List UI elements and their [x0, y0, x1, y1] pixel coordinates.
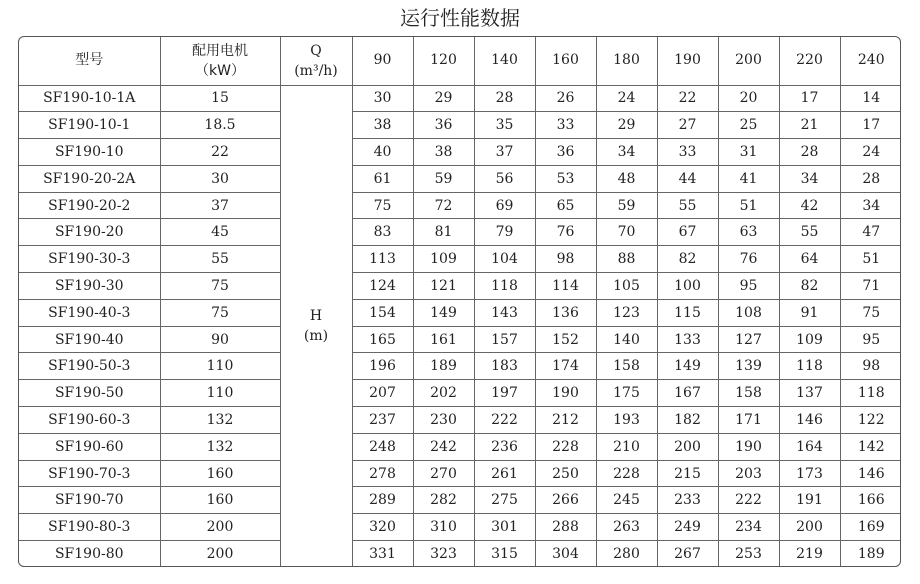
head-value-cell: 315 — [474, 541, 535, 567]
head-value-cell: 203 — [718, 460, 779, 487]
head-value-cell: 233 — [657, 487, 718, 514]
power-cell: 90 — [160, 326, 280, 353]
table-row — [19, 487, 901, 514]
power-cell: 30 — [160, 165, 280, 192]
head-value-cell: 161 — [413, 326, 474, 353]
head-value-cell: 36 — [413, 112, 474, 139]
head-value-cell: 65 — [535, 192, 596, 219]
head-value-cell: 95 — [718, 273, 779, 300]
head-value-cell: 282 — [413, 487, 474, 514]
head-value-cell: 14 — [840, 85, 901, 112]
flow-header-8: 240 — [840, 37, 901, 85]
head-value-cell: 38 — [413, 139, 474, 166]
head-value-cell: 267 — [657, 541, 718, 567]
head-value-cell: 261 — [474, 460, 535, 487]
table-body — [19, 85, 901, 567]
flow-header-3: 160 — [535, 37, 596, 85]
power-cell: 132 — [160, 407, 280, 434]
head-value-cell: 36 — [535, 139, 596, 166]
head-value-cell: 152 — [535, 326, 596, 353]
head-value-cell: 114 — [535, 273, 596, 300]
power-cell: 200 — [160, 541, 280, 567]
motor-header-line1: 配用电机 — [192, 42, 248, 59]
model-cell: SF190-30-3 — [19, 246, 160, 273]
head-value-cell: 40 — [352, 139, 413, 166]
head-value-cell: 331 — [352, 541, 413, 567]
head-value-cell: 29 — [596, 112, 657, 139]
head-value-cell: 193 — [596, 407, 657, 434]
head-value-cell: 149 — [413, 299, 474, 326]
head-value-cell: 35 — [474, 112, 535, 139]
head-value-cell: 42 — [779, 192, 840, 219]
power-cell: 160 — [160, 460, 280, 487]
head-value-cell: 310 — [413, 514, 474, 541]
power-cell: 110 — [160, 353, 280, 380]
head-value-cell: 219 — [779, 541, 840, 567]
head-label-line2: (m) — [303, 328, 329, 345]
head-value-cell: 71 — [840, 273, 901, 300]
head-value-cell: 118 — [840, 380, 901, 407]
head-value-cell: 34 — [596, 139, 657, 166]
table-row — [19, 246, 901, 273]
head-value-cell: 142 — [840, 433, 901, 460]
head-value-cell: 81 — [413, 219, 474, 246]
head-value-cell: 190 — [535, 380, 596, 407]
head-value-cell: 320 — [352, 514, 413, 541]
head-value-cell: 108 — [718, 299, 779, 326]
motor-header-line2: （kW） — [195, 62, 245, 79]
head-value-cell: 215 — [657, 460, 718, 487]
head-value-cell: 24 — [840, 139, 901, 166]
table-row — [19, 514, 901, 541]
head-value-cell: 158 — [718, 380, 779, 407]
page-title: 运行性能数据 — [400, 6, 520, 30]
head-label-line1: H — [309, 308, 323, 325]
head-value-cell: 207 — [352, 380, 413, 407]
head-value-cell: 237 — [352, 407, 413, 434]
head-value-cell: 190 — [718, 433, 779, 460]
model-cell: SF190-10-1A — [19, 85, 160, 112]
table-row — [19, 380, 901, 407]
head-value-cell: 183 — [474, 353, 535, 380]
head-label-cell — [280, 85, 352, 567]
performance-table — [19, 37, 901, 567]
head-value-cell: 38 — [352, 112, 413, 139]
head-value-cell: 200 — [779, 514, 840, 541]
head-value-cell: 28 — [840, 165, 901, 192]
head-value-cell: 76 — [718, 246, 779, 273]
head-value-cell: 304 — [535, 541, 596, 567]
model-cell: SF190-50 — [19, 380, 160, 407]
head-value-cell: 98 — [840, 353, 901, 380]
head-value-cell: 88 — [596, 246, 657, 273]
head-value-cell: 105 — [596, 273, 657, 300]
power-cell: 75 — [160, 299, 280, 326]
model-cell: SF190-20-2 — [19, 192, 160, 219]
model-cell: SF190-70-3 — [19, 460, 160, 487]
head-value-cell: 118 — [779, 353, 840, 380]
head-value-cell: 82 — [779, 273, 840, 300]
head-value-cell: 263 — [596, 514, 657, 541]
head-value-cell: 113 — [352, 246, 413, 273]
head-value-cell: 55 — [779, 219, 840, 246]
head-value-cell: 146 — [840, 460, 901, 487]
head-value-cell: 51 — [840, 246, 901, 273]
model-cell: SF190-80 — [19, 541, 160, 567]
head-value-cell: 34 — [840, 192, 901, 219]
head-value-cell: 158 — [596, 353, 657, 380]
head-value-cell: 76 — [535, 219, 596, 246]
head-value-cell: 196 — [352, 353, 413, 380]
head-value-cell: 109 — [413, 246, 474, 273]
head-value-cell: 173 — [779, 460, 840, 487]
head-value-cell: 165 — [352, 326, 413, 353]
head-value-cell: 21 — [779, 112, 840, 139]
head-value-cell: 230 — [413, 407, 474, 434]
flow-header-1: 120 — [413, 37, 474, 85]
table-row — [19, 353, 901, 380]
head-value-cell: 41 — [718, 165, 779, 192]
head-value-cell: 222 — [474, 407, 535, 434]
head-value-cell: 253 — [718, 541, 779, 567]
head-value-cell: 44 — [657, 165, 718, 192]
head-value-cell: 166 — [840, 487, 901, 514]
table-row — [19, 165, 901, 192]
head-value-cell: 59 — [596, 192, 657, 219]
head-value-cell: 169 — [840, 514, 901, 541]
power-cell: 160 — [160, 487, 280, 514]
head-value-cell: 31 — [718, 139, 779, 166]
power-cell: 37 — [160, 192, 280, 219]
head-value-cell: 228 — [535, 433, 596, 460]
head-value-cell: 70 — [596, 219, 657, 246]
model-cell: SF190-30 — [19, 273, 160, 300]
power-cell: 18.5 — [160, 112, 280, 139]
flow-header-2: 140 — [474, 37, 535, 85]
model-cell: SF190-50-3 — [19, 353, 160, 380]
table-row — [19, 139, 901, 166]
head-value-cell: 24 — [596, 85, 657, 112]
performance-table-frame — [18, 36, 901, 567]
head-value-cell: 270 — [413, 460, 474, 487]
head-value-cell: 249 — [657, 514, 718, 541]
head-value-cell: 47 — [840, 219, 901, 246]
head-value-cell: 242 — [413, 433, 474, 460]
head-value-cell: 280 — [596, 541, 657, 567]
table-row — [19, 85, 901, 112]
table-row — [19, 326, 901, 353]
head-value-cell: 234 — [718, 514, 779, 541]
head-value-cell: 63 — [718, 219, 779, 246]
head-value-cell: 95 — [840, 326, 901, 353]
head-value-cell: 109 — [779, 326, 840, 353]
head-value-cell: 250 — [535, 460, 596, 487]
table-row — [19, 299, 901, 326]
model-cell: SF190-20-2A — [19, 165, 160, 192]
head-value-cell: 139 — [718, 353, 779, 380]
head-value-cell: 29 — [413, 85, 474, 112]
head-value-cell: 100 — [657, 273, 718, 300]
model-cell: SF190-10-1 — [19, 112, 160, 139]
head-value-cell: 72 — [413, 192, 474, 219]
model-column-header: 型号 — [19, 37, 160, 85]
model-cell: SF190-60 — [19, 433, 160, 460]
head-value-cell: 175 — [596, 380, 657, 407]
head-value-cell: 200 — [657, 433, 718, 460]
flow-header-5: 190 — [657, 37, 718, 85]
head-value-cell: 121 — [413, 273, 474, 300]
head-value-cell: 164 — [779, 433, 840, 460]
power-cell: 15 — [160, 85, 280, 112]
head-value-cell: 115 — [657, 299, 718, 326]
head-value-cell: 222 — [718, 487, 779, 514]
head-value-cell: 127 — [718, 326, 779, 353]
power-cell: 45 — [160, 219, 280, 246]
head-value-cell: 236 — [474, 433, 535, 460]
model-cell: SF190-60-3 — [19, 407, 160, 434]
model-cell: SF190-40-3 — [19, 299, 160, 326]
table-row — [19, 219, 901, 246]
head-value-cell: 17 — [779, 85, 840, 112]
head-value-cell: 118 — [474, 273, 535, 300]
head-value-cell: 197 — [474, 380, 535, 407]
table-row — [19, 192, 901, 219]
head-value-cell: 64 — [779, 246, 840, 273]
head-value-cell: 278 — [352, 460, 413, 487]
head-value-cell: 83 — [352, 219, 413, 246]
head-value-cell: 82 — [657, 246, 718, 273]
table-row — [19, 407, 901, 434]
head-value-cell: 289 — [352, 487, 413, 514]
head-value-cell: 33 — [535, 112, 596, 139]
head-value-cell: 122 — [840, 407, 901, 434]
head-value-cell: 288 — [535, 514, 596, 541]
model-cell: SF190-80-3 — [19, 514, 160, 541]
head-value-cell: 17 — [840, 112, 901, 139]
head-value-cell: 51 — [718, 192, 779, 219]
head-value-cell: 140 — [596, 326, 657, 353]
table-row — [19, 273, 901, 300]
flow-column-header — [280, 37, 352, 85]
model-cell: SF190-40 — [19, 326, 160, 353]
model-cell: SF190-70 — [19, 487, 160, 514]
head-value-cell: 191 — [779, 487, 840, 514]
head-value-cell: 202 — [413, 380, 474, 407]
flow-header-6: 200 — [718, 37, 779, 85]
head-value-cell: 98 — [535, 246, 596, 273]
table-row — [19, 433, 901, 460]
head-value-cell: 171 — [718, 407, 779, 434]
head-value-cell: 75 — [352, 192, 413, 219]
model-cell: SF190-10 — [19, 139, 160, 166]
motor-column-header — [160, 37, 280, 85]
head-value-cell: 61 — [352, 165, 413, 192]
power-cell: 22 — [160, 139, 280, 166]
head-value-cell: 69 — [474, 192, 535, 219]
head-value-cell: 245 — [596, 487, 657, 514]
head-value-cell: 91 — [779, 299, 840, 326]
head-value-cell: 22 — [657, 85, 718, 112]
flow-header-line2: (m³/h) — [294, 62, 338, 79]
head-value-cell: 79 — [474, 219, 535, 246]
head-value-cell: 59 — [413, 165, 474, 192]
power-cell: 75 — [160, 273, 280, 300]
flow-header-4: 180 — [596, 37, 657, 85]
head-value-cell: 20 — [718, 85, 779, 112]
head-value-cell: 301 — [474, 514, 535, 541]
head-value-cell: 33 — [657, 139, 718, 166]
head-value-cell: 67 — [657, 219, 718, 246]
head-value-cell: 48 — [596, 165, 657, 192]
power-cell: 132 — [160, 433, 280, 460]
flow-header-7: 220 — [779, 37, 840, 85]
head-value-cell: 25 — [718, 112, 779, 139]
head-value-cell: 143 — [474, 299, 535, 326]
flow-header-0: 90 — [352, 37, 413, 85]
power-cell: 110 — [160, 380, 280, 407]
model-cell: SF190-20 — [19, 219, 160, 246]
head-value-cell: 53 — [535, 165, 596, 192]
head-value-cell: 157 — [474, 326, 535, 353]
head-value-cell: 124 — [352, 273, 413, 300]
head-value-cell: 37 — [474, 139, 535, 166]
head-value-cell: 28 — [474, 85, 535, 112]
head-value-cell: 56 — [474, 165, 535, 192]
head-value-cell: 189 — [413, 353, 474, 380]
head-value-cell: 189 — [840, 541, 901, 567]
head-value-cell: 34 — [779, 165, 840, 192]
head-value-cell: 104 — [474, 246, 535, 273]
head-value-cell: 167 — [657, 380, 718, 407]
head-value-cell: 136 — [535, 299, 596, 326]
head-value-cell: 228 — [596, 460, 657, 487]
power-cell: 200 — [160, 514, 280, 541]
head-value-cell: 210 — [596, 433, 657, 460]
head-value-cell: 182 — [657, 407, 718, 434]
head-value-cell: 30 — [352, 85, 413, 112]
flow-header-line1: Q — [310, 42, 322, 59]
head-value-cell: 75 — [840, 299, 901, 326]
head-value-cell: 137 — [779, 380, 840, 407]
table-row — [19, 460, 901, 487]
table-row — [19, 541, 901, 567]
head-value-cell: 149 — [657, 353, 718, 380]
head-value-cell: 275 — [474, 487, 535, 514]
head-value-cell: 146 — [779, 407, 840, 434]
head-value-cell: 133 — [657, 326, 718, 353]
head-value-cell: 154 — [352, 299, 413, 326]
head-value-cell: 212 — [535, 407, 596, 434]
power-cell: 55 — [160, 246, 280, 273]
head-value-cell: 55 — [657, 192, 718, 219]
head-value-cell: 248 — [352, 433, 413, 460]
table-header-row — [19, 37, 901, 85]
head-value-cell: 28 — [779, 139, 840, 166]
head-value-cell: 323 — [413, 541, 474, 567]
table-row — [19, 112, 901, 139]
head-value-cell: 266 — [535, 487, 596, 514]
head-value-cell: 26 — [535, 85, 596, 112]
head-value-cell: 27 — [657, 112, 718, 139]
head-value-cell: 174 — [535, 353, 596, 380]
head-value-cell: 123 — [596, 299, 657, 326]
